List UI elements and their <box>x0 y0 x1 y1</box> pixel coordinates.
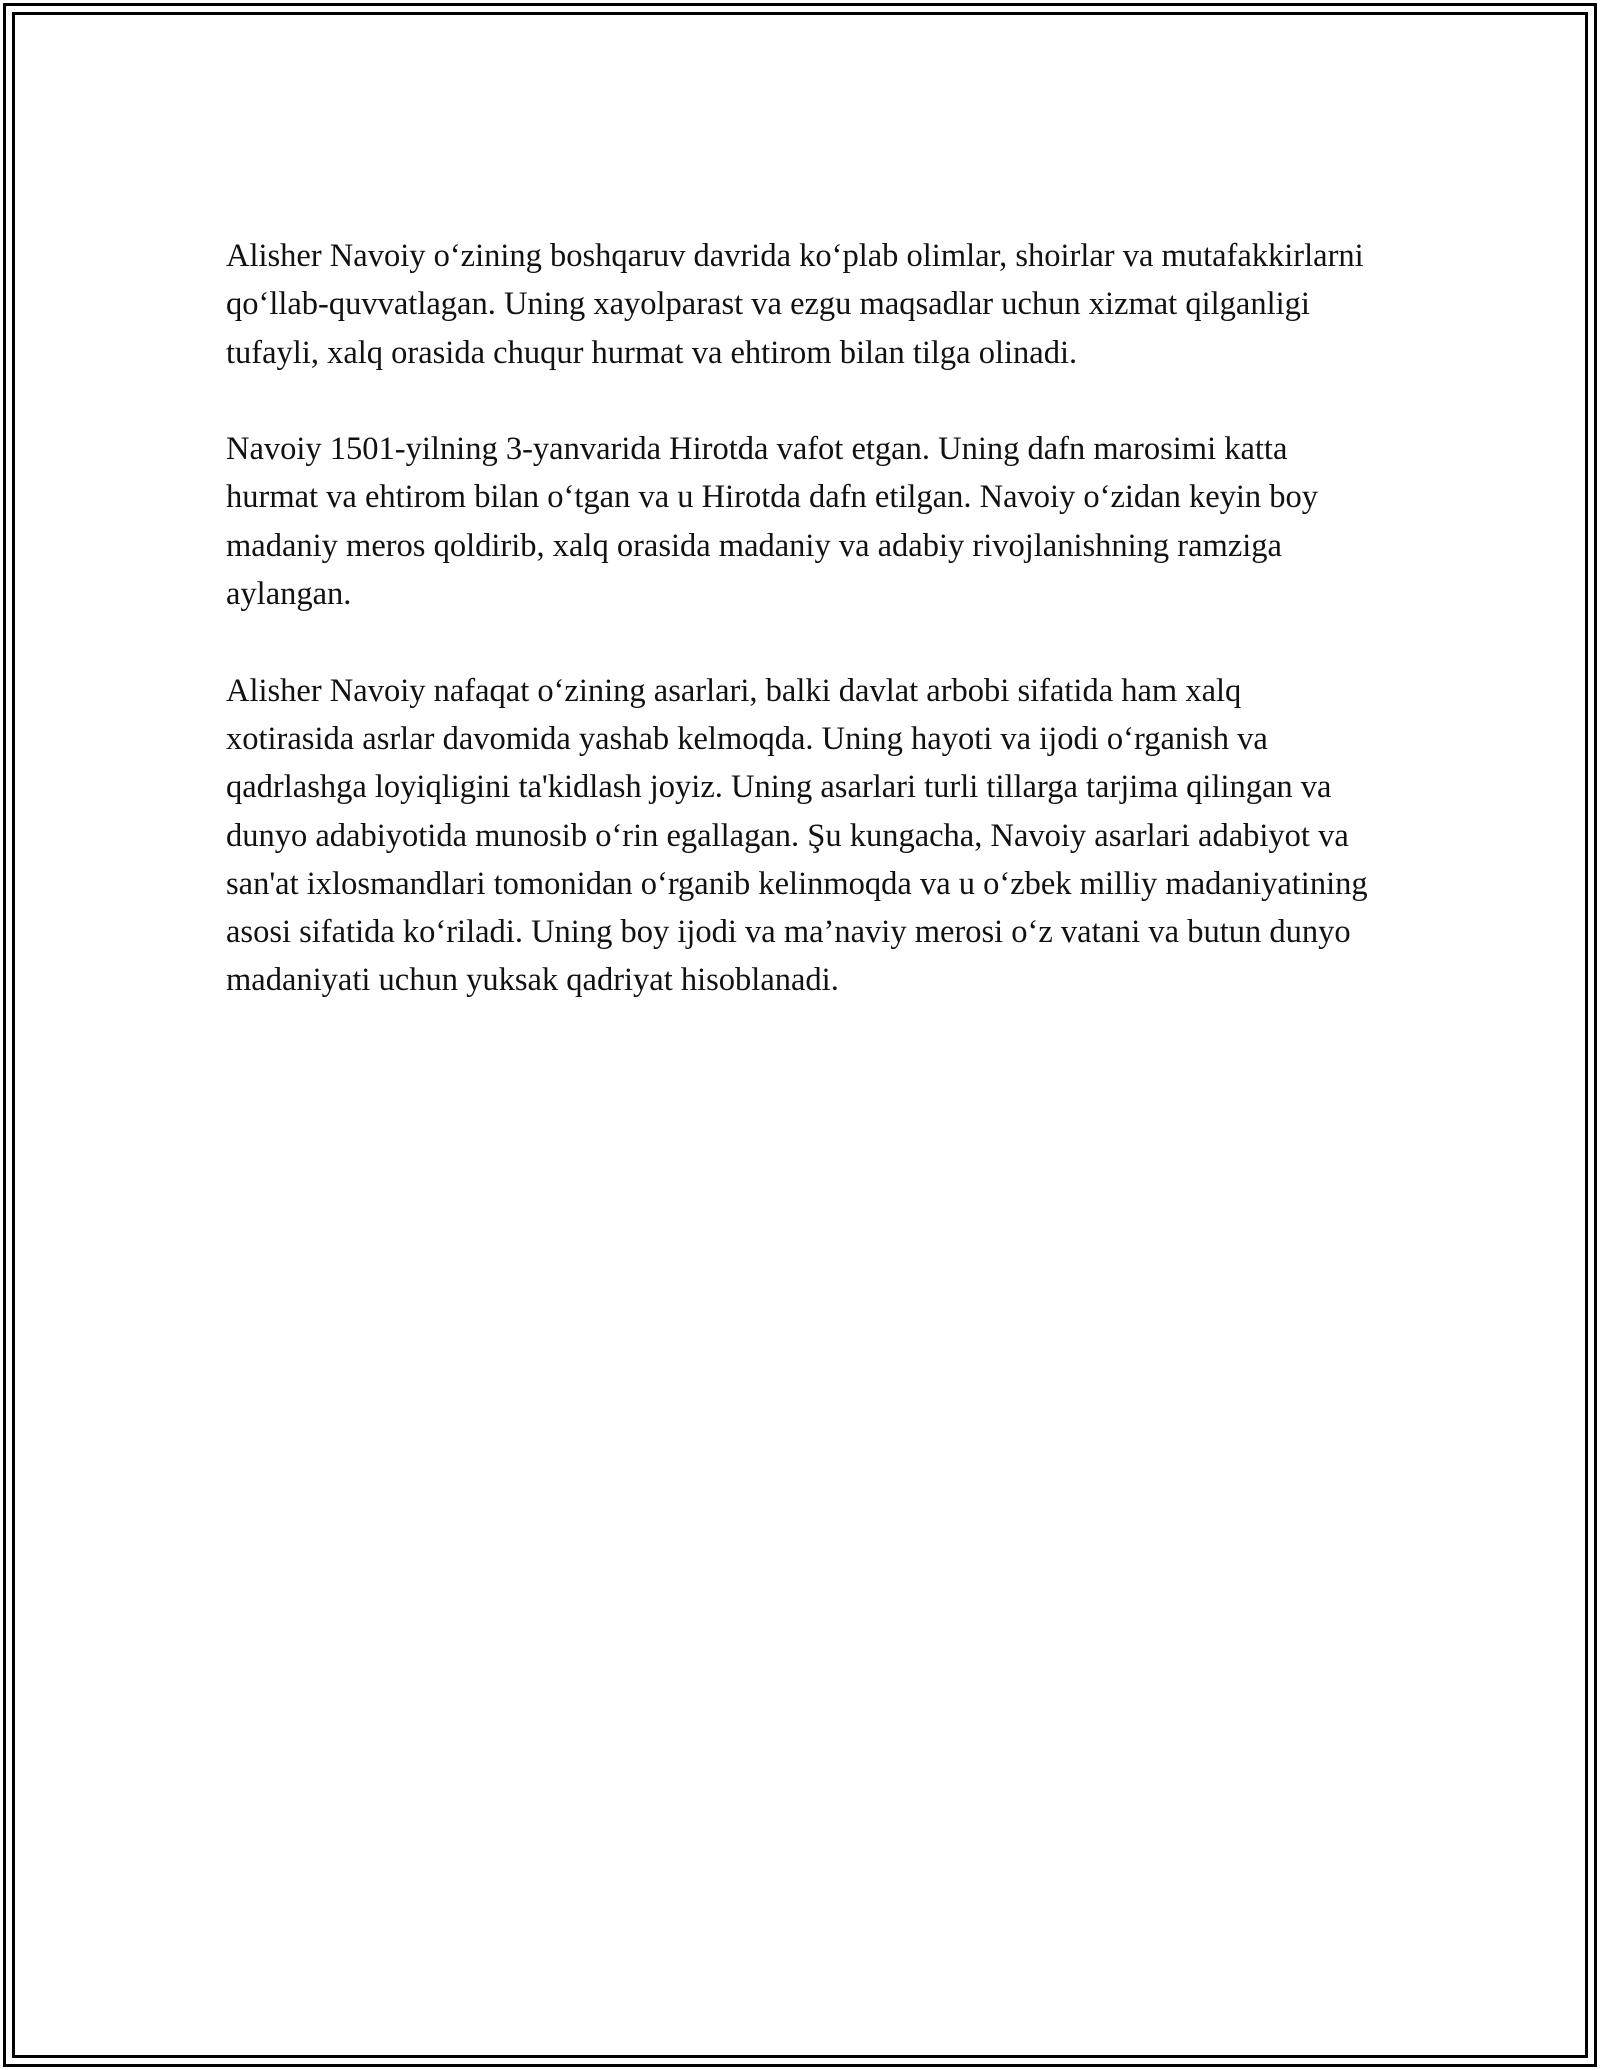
paragraph-3: Alisher Navoiy nafaqat o‘zining asarlari, balki davlat arbobi sifatida ham xalq xotirasida asrlar davomida yashab kelmoqda. Uning hayoti va ijodi o‘rganish va qadrlashga loyiqligini ta'kidlash joyiz. Uning asarlari turli tillarga tarjima qilingan va dunyo adabiyotida munosib o‘rin egallagan. Şu kungacha, Navoiy asarlari adabiyot va san'at ixlosmandlari tomonidan o‘rganib kelinmoqda va u o‘zbek milliy madaniyatining asosi sifatida ko‘riladi. Uning boy ijodi va ma’naviy merosi o‘z vatani va butun dunyo madaniyati uchun yuksak qadriyat hisoblanadi. <box>226 672 1368 999</box>
document-body <box>226 232 1376 1053</box>
paragraph-2: Navoiy 1501-yilning 3-yanvarida Hirotda vafot etgan. Uning dafn marosimi katta hurmat va ehtirom bilan o‘tgan va u Hirotda dafn etilgan. Navoiy o‘zidan keyin boy madaniy meros qoldirib, xalq orasida madaniy va adabiy rivojlanishning ramziga aylangan. <box>226 431 1319 613</box>
paragraph-1: Alisher Navoiy o‘zining boshqaruv davrida ko‘plab olimlar, shoirlar va mutafakkirlarni qo‘llab-quvvatlagan. Uning xayolparast va ezgu maqsadlar uchun xizmat qilganligi tufayli, xalq orasida chuqur hurmat va ehtirom bilan tilga olinadi. <box>226 238 1364 371</box>
